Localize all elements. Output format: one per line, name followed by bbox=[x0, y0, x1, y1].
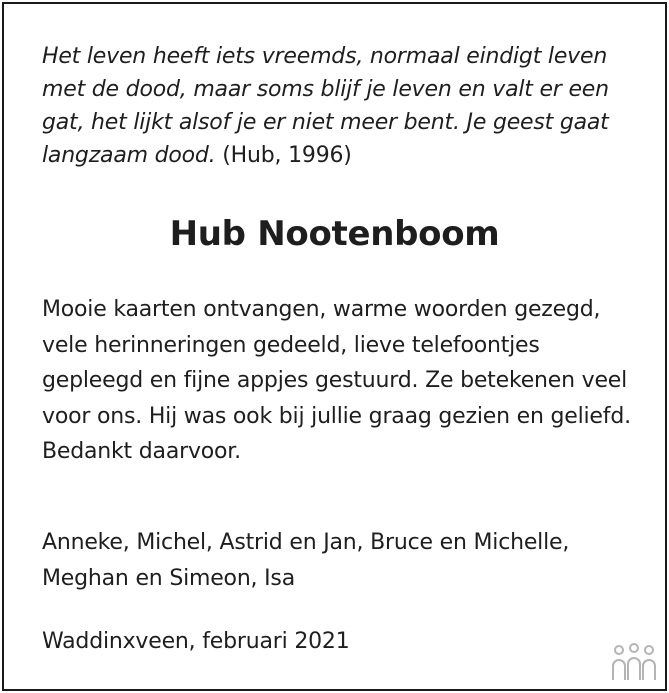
announcement-card bbox=[2, 2, 667, 691]
thank-you-message: Mooie kaarten ontvangen, warme woorden gezegd, vele herinneringen gedeeld, lieve telefoontjes gepleegd en fijne appjes gestuurd. Ze betekenen veel voor ons. Hij was ook bij jullie graag gezien en geliefd. Bedankt daarvoor. bbox=[42, 297, 631, 464]
signers: Anneke, Michel, Astrid en Jan, Bruce en Michelle, Meghan en Simeon, Isa bbox=[42, 530, 570, 591]
quote-text: Het leven heeft iets vreemds, normaal eindigt leven met de dood, maar soms blijf je leven en valt er een gat, het lijkt alsof je er niet meer bent. Je geest gaat langzaam dood. bbox=[42, 44, 609, 168]
poem-quote bbox=[42, 40, 642, 172]
quote-attribution: (Hub, 1996) bbox=[222, 143, 352, 168]
people-group-icon bbox=[610, 642, 658, 682]
place-date: Waddinxveen, februari 2021 bbox=[42, 629, 350, 654]
deceased-name: Hub Nootenboom bbox=[169, 214, 500, 254]
